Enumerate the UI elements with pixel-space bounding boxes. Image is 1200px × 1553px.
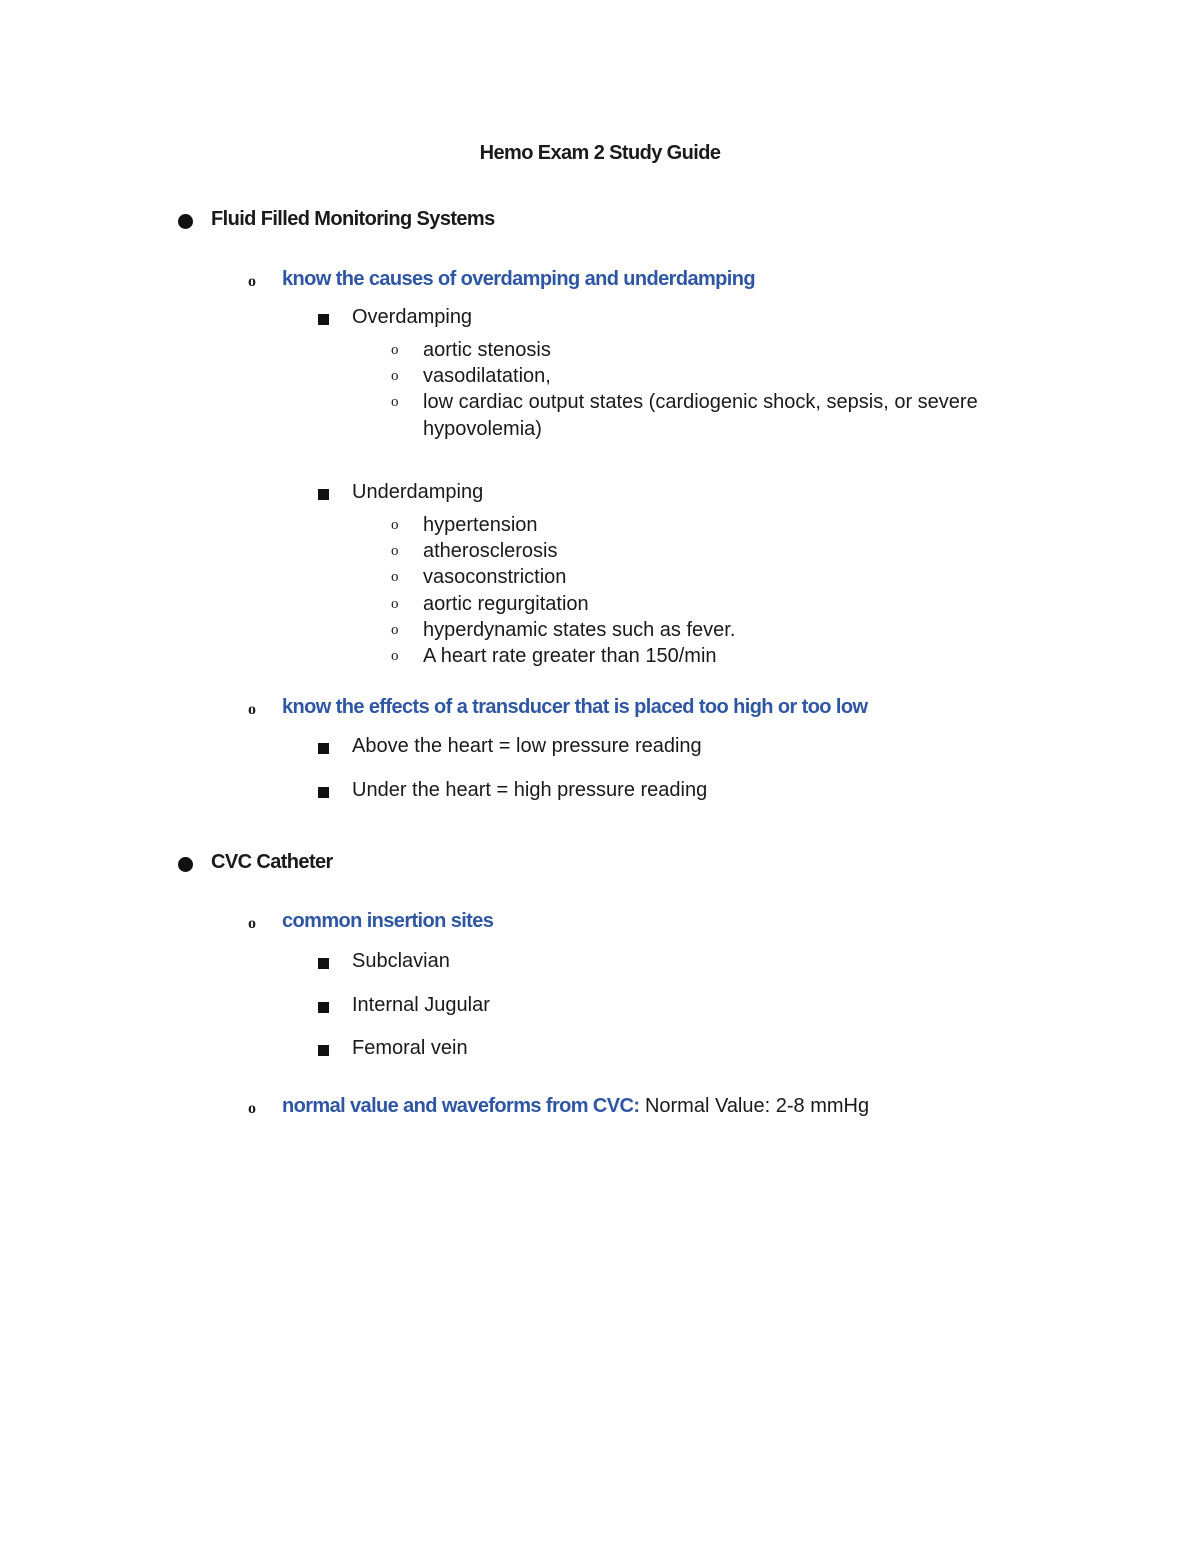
list-item-continuation: hypovolemia): [423, 418, 542, 440]
bullet-square-icon: [318, 1002, 329, 1013]
subsection-heading: common insertion sites: [282, 910, 494, 932]
normal-value-text: Normal Value: 2-8 mmHg: [639, 1095, 870, 1117]
bullet-o-icon: o: [248, 915, 256, 932]
list-item: atherosclerosis: [423, 540, 558, 562]
list-item: Internal Jugular: [352, 994, 490, 1016]
bullet-o-icon: o: [391, 394, 399, 410]
bullet-o-icon: o: [391, 342, 399, 358]
list-item: aortic stenosis: [423, 339, 551, 361]
bullet-o-icon: o: [391, 569, 399, 585]
section-heading: Fluid Filled Monitoring Systems: [211, 208, 495, 230]
list-item: A heart rate greater than 150/min: [423, 645, 717, 667]
bullet-disc-icon: [178, 214, 193, 229]
bullet-o-icon: o: [391, 543, 399, 559]
list-item: Underdamping: [352, 481, 484, 503]
bullet-square-icon: [318, 1045, 329, 1056]
section-heading: CVC Catheter: [211, 851, 333, 873]
bullet-square-icon: [318, 489, 329, 500]
subsection-heading: know the causes of overdamping and underdamping: [282, 268, 755, 290]
bullet-o-icon: o: [248, 701, 256, 718]
list-item: Overdamping: [352, 306, 473, 328]
bullet-o-icon: o: [248, 1100, 256, 1117]
bullet-o-icon: o: [248, 273, 256, 290]
bullet-square-icon: [318, 743, 329, 754]
subsection-heading: [282, 1095, 869, 1118]
list-item: Above the heart = low pressure reading: [352, 735, 702, 757]
list-item: vasoconstriction: [423, 566, 567, 588]
list-item: Femoral vein: [352, 1037, 468, 1059]
bullet-o-icon: o: [391, 596, 399, 612]
bullet-o-icon: o: [391, 517, 399, 533]
list-item: aortic regurgitation: [423, 593, 589, 615]
bullet-square-icon: [318, 958, 329, 969]
list-item: hyperdynamic states such as fever.: [423, 619, 736, 641]
list-item: hypertension: [423, 514, 538, 536]
bullet-o-icon: o: [391, 648, 399, 664]
subsection-heading: know the effects of a transducer that is placed too high or too low: [282, 696, 868, 718]
page-title: Hemo Exam 2 Study Guide: [479, 142, 721, 164]
list-item: Subclavian: [352, 950, 450, 972]
bullet-square-icon: [318, 787, 329, 798]
list-item: vasodilatation,: [423, 365, 551, 387]
bullet-square-icon: [318, 314, 329, 325]
bullet-o-icon: o: [391, 622, 399, 638]
bullet-disc-icon: [178, 857, 193, 872]
list-item: Under the heart = high pressure reading: [352, 779, 708, 801]
bullet-o-icon: o: [391, 368, 399, 384]
list-item: low cardiac output states (cardiogenic shock, sepsis, or severe: [423, 391, 978, 413]
subsection-heading-label: normal value and waveforms from CVC:: [282, 1095, 640, 1117]
